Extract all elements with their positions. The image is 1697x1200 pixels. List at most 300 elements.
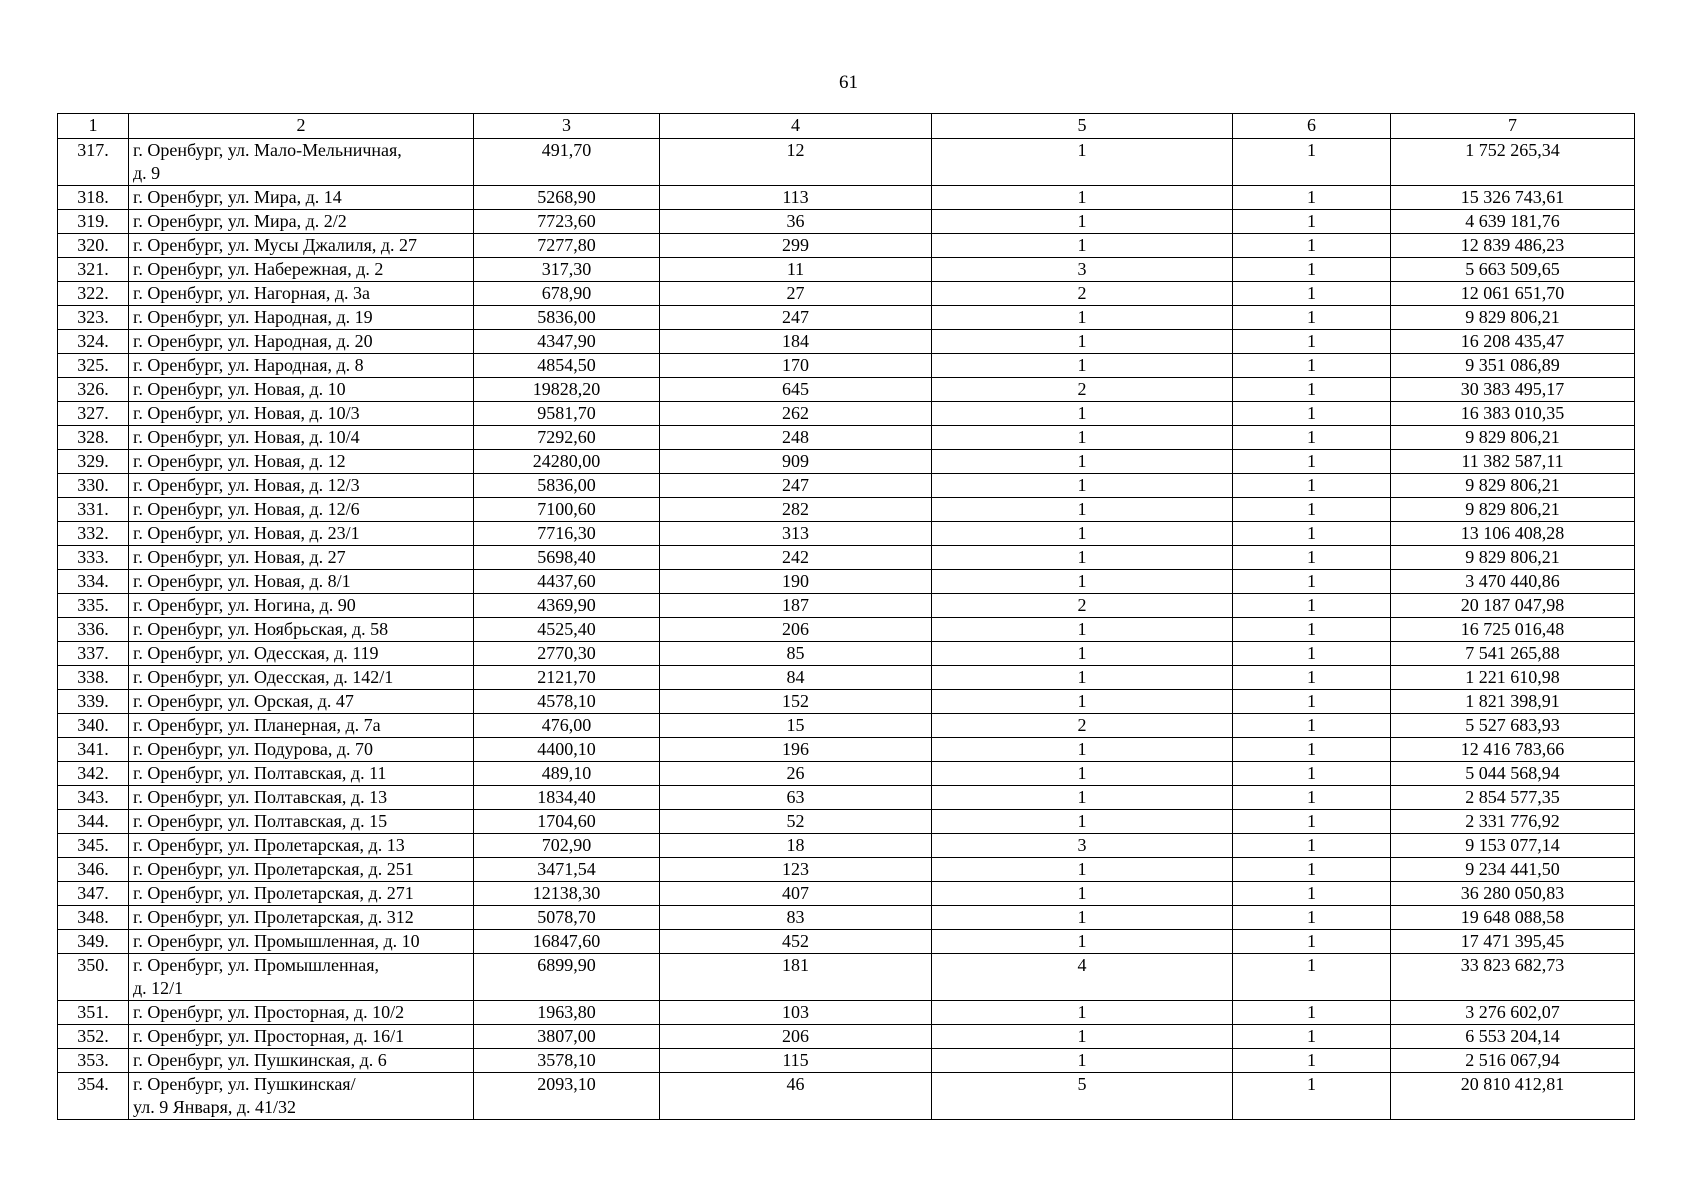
address-cell: г. Оренбург, ул. Народная, д. 19 (129, 306, 474, 330)
amount-cell: 1 821 398,91 (1391, 690, 1635, 714)
area-cell: 16847,60 (474, 930, 660, 954)
row-number-cell: 324. (58, 330, 129, 354)
table-row (58, 498, 1635, 522)
row-number-cell: 352. (58, 1025, 129, 1049)
amount-cell: 9 829 806,21 (1391, 474, 1635, 498)
value-6-cell: 1 (1233, 714, 1391, 738)
address-cell: г. Оренбург, ул. Новая, д. 23/1 (129, 522, 474, 546)
area-cell: 4854,50 (474, 354, 660, 378)
count-cell: 83 (660, 906, 932, 930)
count-cell: 84 (660, 666, 932, 690)
column-header: 5 (932, 114, 1233, 139)
row-number-cell: 327. (58, 402, 129, 426)
table-row (58, 234, 1635, 258)
table-row (58, 1073, 1635, 1120)
amount-cell: 17 471 395,45 (1391, 930, 1635, 954)
column-header: 3 (474, 114, 660, 139)
table-row (58, 402, 1635, 426)
value-5-cell: 1 (932, 618, 1233, 642)
amount-cell: 5 527 683,93 (1391, 714, 1635, 738)
table-header-row (58, 114, 1635, 139)
value-5-cell: 1 (932, 139, 1233, 186)
address-cell: г. Оренбург, ул. Народная, д. 8 (129, 354, 474, 378)
column-header: 1 (58, 114, 129, 139)
area-cell: 1963,80 (474, 1001, 660, 1025)
address-cell: г. Оренбург, ул. Нагорная, д. 3а (129, 282, 474, 306)
value-6-cell: 1 (1233, 139, 1391, 186)
area-cell: 1834,40 (474, 786, 660, 810)
value-5-cell: 1 (932, 858, 1233, 882)
value-6-cell: 1 (1233, 1073, 1391, 1120)
row-number-cell: 349. (58, 930, 129, 954)
count-cell: 26 (660, 762, 932, 786)
value-5-cell: 1 (932, 186, 1233, 210)
count-cell: 123 (660, 858, 932, 882)
area-cell: 2770,30 (474, 642, 660, 666)
value-5-cell: 1 (932, 402, 1233, 426)
count-cell: 248 (660, 426, 932, 450)
count-cell: 282 (660, 498, 932, 522)
address-cell: г. Оренбург, ул. Полтавская, д. 11 (129, 762, 474, 786)
value-6-cell: 1 (1233, 930, 1391, 954)
table-row (58, 474, 1635, 498)
amount-cell: 16 725 016,48 (1391, 618, 1635, 642)
area-cell: 4437,60 (474, 570, 660, 594)
page-number: 61 (839, 72, 858, 93)
table-row (58, 354, 1635, 378)
row-number-cell: 322. (58, 282, 129, 306)
table-row (58, 1025, 1635, 1049)
row-number-cell: 329. (58, 450, 129, 474)
value-6-cell: 1 (1233, 762, 1391, 786)
table-row (58, 378, 1635, 402)
value-6-cell: 1 (1233, 618, 1391, 642)
address-cell: г. Оренбург, ул. Народная, д. 20 (129, 330, 474, 354)
address-cell: г. Оренбург, ул. Пушкинская, д. 6 (129, 1049, 474, 1073)
area-cell: 9581,70 (474, 402, 660, 426)
row-number-cell: 354. (58, 1073, 129, 1120)
amount-cell: 9 829 806,21 (1391, 426, 1635, 450)
address-cell: г. Оренбург, ул. Новая, д. 12 (129, 450, 474, 474)
value-5-cell: 1 (932, 690, 1233, 714)
row-number-cell: 320. (58, 234, 129, 258)
table-row (58, 666, 1635, 690)
row-number-cell: 346. (58, 858, 129, 882)
row-number-cell: 326. (58, 378, 129, 402)
value-6-cell: 1 (1233, 258, 1391, 282)
area-cell: 24280,00 (474, 450, 660, 474)
row-number-cell: 328. (58, 426, 129, 450)
area-cell: 4400,10 (474, 738, 660, 762)
value-6-cell: 1 (1233, 306, 1391, 330)
count-cell: 196 (660, 738, 932, 762)
value-5-cell: 1 (932, 498, 1233, 522)
value-6-cell: 1 (1233, 858, 1391, 882)
address-cell: г. Оренбург, ул. Новая, д. 12/6 (129, 498, 474, 522)
count-cell: 206 (660, 618, 932, 642)
column-header: 7 (1391, 114, 1635, 139)
value-6-cell: 1 (1233, 906, 1391, 930)
row-number-cell: 336. (58, 618, 129, 642)
amount-cell: 4 639 181,76 (1391, 210, 1635, 234)
amount-cell: 16 208 435,47 (1391, 330, 1635, 354)
table-row (58, 690, 1635, 714)
table-row (58, 954, 1635, 1001)
row-number-cell: 321. (58, 258, 129, 282)
address-cell: г. Оренбург, ул. Мира, д. 2/2 (129, 210, 474, 234)
row-number-cell: 353. (58, 1049, 129, 1073)
row-number-cell: 319. (58, 210, 129, 234)
value-5-cell: 1 (932, 234, 1233, 258)
amount-cell: 2 854 577,35 (1391, 786, 1635, 810)
address-cell: г. Оренбург, ул. Новая, д. 10 (129, 378, 474, 402)
value-5-cell: 1 (932, 1049, 1233, 1073)
table-row (58, 834, 1635, 858)
row-number-cell: 317. (58, 139, 129, 186)
value-6-cell: 1 (1233, 642, 1391, 666)
table-row (58, 570, 1635, 594)
value-5-cell: 4 (932, 954, 1233, 1001)
value-5-cell: 2 (932, 282, 1233, 306)
amount-cell: 1 221 610,98 (1391, 666, 1635, 690)
amount-cell: 11 382 587,11 (1391, 450, 1635, 474)
area-cell: 2093,10 (474, 1073, 660, 1120)
address-cell: г. Оренбург, ул. Подурова, д. 70 (129, 738, 474, 762)
value-5-cell: 1 (932, 1001, 1233, 1025)
area-cell: 7716,30 (474, 522, 660, 546)
amount-cell: 20 810 412,81 (1391, 1073, 1635, 1120)
count-cell: 18 (660, 834, 932, 858)
value-5-cell: 5 (932, 1073, 1233, 1120)
area-cell: 7723,60 (474, 210, 660, 234)
value-6-cell: 1 (1233, 378, 1391, 402)
table-row (58, 906, 1635, 930)
address-cell: г. Оренбург, ул. Мало-Мельничная, д. 9 (129, 139, 474, 186)
amount-cell: 9 351 086,89 (1391, 354, 1635, 378)
amount-cell: 12 416 783,66 (1391, 738, 1635, 762)
area-cell: 4578,10 (474, 690, 660, 714)
value-6-cell: 1 (1233, 882, 1391, 906)
area-cell: 5268,90 (474, 186, 660, 210)
row-number-cell: 345. (58, 834, 129, 858)
amount-cell: 15 326 743,61 (1391, 186, 1635, 210)
amount-cell: 12 061 651,70 (1391, 282, 1635, 306)
value-5-cell: 1 (932, 354, 1233, 378)
count-cell: 36 (660, 210, 932, 234)
table-row (58, 450, 1635, 474)
count-cell: 46 (660, 1073, 932, 1120)
count-cell: 113 (660, 186, 932, 210)
table-row (58, 930, 1635, 954)
row-number-cell: 338. (58, 666, 129, 690)
amount-cell: 9 829 806,21 (1391, 306, 1635, 330)
value-5-cell: 1 (932, 546, 1233, 570)
count-cell: 152 (660, 690, 932, 714)
count-cell: 313 (660, 522, 932, 546)
address-cell: г. Оренбург, ул. Новая, д. 12/3 (129, 474, 474, 498)
area-cell: 678,90 (474, 282, 660, 306)
table-row (58, 282, 1635, 306)
table-row (58, 762, 1635, 786)
address-cell: г. Оренбург, ул. Полтавская, д. 15 (129, 810, 474, 834)
table-row (58, 618, 1635, 642)
row-number-cell: 340. (58, 714, 129, 738)
row-number-cell: 343. (58, 786, 129, 810)
amount-cell: 16 383 010,35 (1391, 402, 1635, 426)
table-row (58, 858, 1635, 882)
value-6-cell: 1 (1233, 1025, 1391, 1049)
value-5-cell: 1 (932, 906, 1233, 930)
value-5-cell: 1 (932, 786, 1233, 810)
row-number-cell: 318. (58, 186, 129, 210)
address-cell: г. Оренбург, ул. Мира, д. 14 (129, 186, 474, 210)
table-row (58, 210, 1635, 234)
area-cell: 3578,10 (474, 1049, 660, 1073)
table-row (58, 522, 1635, 546)
value-5-cell: 3 (932, 258, 1233, 282)
table-row (58, 810, 1635, 834)
value-6-cell: 1 (1233, 234, 1391, 258)
count-cell: 909 (660, 450, 932, 474)
row-number-cell: 350. (58, 954, 129, 1001)
value-5-cell: 1 (932, 330, 1233, 354)
amount-cell: 5 663 509,65 (1391, 258, 1635, 282)
area-cell: 489,10 (474, 762, 660, 786)
area-cell: 491,70 (474, 139, 660, 186)
table-row (58, 330, 1635, 354)
count-cell: 242 (660, 546, 932, 570)
row-number-cell: 323. (58, 306, 129, 330)
row-number-cell: 335. (58, 594, 129, 618)
address-cell: г. Оренбург, ул. Полтавская, д. 13 (129, 786, 474, 810)
address-cell: г. Оренбург, ул. Промышленная, д. 12/1 (129, 954, 474, 1001)
value-5-cell: 1 (932, 930, 1233, 954)
count-cell: 262 (660, 402, 932, 426)
address-cell: г. Оренбург, ул. Набережная, д. 2 (129, 258, 474, 282)
area-cell: 4525,40 (474, 618, 660, 642)
row-number-cell: 325. (58, 354, 129, 378)
count-cell: 187 (660, 594, 932, 618)
count-cell: 407 (660, 882, 932, 906)
value-6-cell: 1 (1233, 546, 1391, 570)
value-6-cell: 1 (1233, 282, 1391, 306)
value-6-cell: 1 (1233, 450, 1391, 474)
value-5-cell: 2 (932, 378, 1233, 402)
address-cell: г. Оренбург, ул. Новая, д. 27 (129, 546, 474, 570)
table-row (58, 882, 1635, 906)
table-row (58, 714, 1635, 738)
amount-cell: 3 276 602,07 (1391, 1001, 1635, 1025)
area-cell: 4369,90 (474, 594, 660, 618)
address-cell: г. Оренбург, ул. Просторная, д. 10/2 (129, 1001, 474, 1025)
address-cell: г. Оренбург, ул. Новая, д. 10/3 (129, 402, 474, 426)
table-row (58, 738, 1635, 762)
amount-cell: 3 470 440,86 (1391, 570, 1635, 594)
count-cell: 206 (660, 1025, 932, 1049)
value-5-cell: 1 (932, 210, 1233, 234)
address-cell: г. Оренбург, ул. Ноябрьская, д. 58 (129, 618, 474, 642)
area-cell: 3807,00 (474, 1025, 660, 1049)
column-header: 4 (660, 114, 932, 139)
address-cell: г. Оренбург, ул. Промышленная, д. 10 (129, 930, 474, 954)
row-number-cell: 331. (58, 498, 129, 522)
row-number-cell: 332. (58, 522, 129, 546)
area-cell: 7292,60 (474, 426, 660, 450)
area-cell: 5836,00 (474, 474, 660, 498)
registry-table (57, 113, 1635, 1120)
area-cell: 5698,40 (474, 546, 660, 570)
area-cell: 7100,60 (474, 498, 660, 522)
amount-cell: 9 829 806,21 (1391, 498, 1635, 522)
value-6-cell: 1 (1233, 834, 1391, 858)
value-5-cell: 1 (932, 882, 1233, 906)
count-cell: 452 (660, 930, 932, 954)
value-5-cell: 1 (932, 666, 1233, 690)
area-cell: 3471,54 (474, 858, 660, 882)
area-cell: 6899,90 (474, 954, 660, 1001)
count-cell: 247 (660, 306, 932, 330)
value-5-cell: 1 (932, 522, 1233, 546)
value-5-cell: 2 (932, 594, 1233, 618)
address-cell: г. Оренбург, ул. Одесская, д. 142/1 (129, 666, 474, 690)
count-cell: 181 (660, 954, 932, 1001)
area-cell: 4347,90 (474, 330, 660, 354)
address-cell: г. Оренбург, ул. Орская, д. 47 (129, 690, 474, 714)
amount-cell: 2 516 067,94 (1391, 1049, 1635, 1073)
amount-cell: 5 044 568,94 (1391, 762, 1635, 786)
value-6-cell: 1 (1233, 426, 1391, 450)
value-5-cell: 1 (932, 570, 1233, 594)
value-6-cell: 1 (1233, 810, 1391, 834)
value-5-cell: 3 (932, 834, 1233, 858)
value-5-cell: 1 (932, 426, 1233, 450)
count-cell: 115 (660, 1049, 932, 1073)
value-5-cell: 1 (932, 738, 1233, 762)
address-cell: г. Оренбург, ул. Пролетарская, д. 312 (129, 906, 474, 930)
row-number-cell: 351. (58, 1001, 129, 1025)
address-cell: г. Оренбург, ул. Пролетарская, д. 251 (129, 858, 474, 882)
amount-cell: 12 839 486,23 (1391, 234, 1635, 258)
amount-cell: 2 331 776,92 (1391, 810, 1635, 834)
row-number-cell: 347. (58, 882, 129, 906)
value-6-cell: 1 (1233, 330, 1391, 354)
amount-cell: 36 280 050,83 (1391, 882, 1635, 906)
row-number-cell: 348. (58, 906, 129, 930)
value-5-cell: 2 (932, 714, 1233, 738)
value-5-cell: 1 (932, 642, 1233, 666)
area-cell: 476,00 (474, 714, 660, 738)
address-cell: г. Оренбург, ул. Пролетарская, д. 13 (129, 834, 474, 858)
amount-cell: 30 383 495,17 (1391, 378, 1635, 402)
value-6-cell: 1 (1233, 570, 1391, 594)
value-6-cell: 1 (1233, 474, 1391, 498)
address-cell: г. Оренбург, ул. Пролетарская, д. 271 (129, 882, 474, 906)
table-row (58, 426, 1635, 450)
count-cell: 645 (660, 378, 932, 402)
value-6-cell: 1 (1233, 594, 1391, 618)
count-cell: 12 (660, 139, 932, 186)
count-cell: 170 (660, 354, 932, 378)
count-cell: 27 (660, 282, 932, 306)
value-6-cell: 1 (1233, 210, 1391, 234)
table-row (58, 1001, 1635, 1025)
value-5-cell: 1 (932, 306, 1233, 330)
value-6-cell: 1 (1233, 1049, 1391, 1073)
count-cell: 190 (660, 570, 932, 594)
value-6-cell: 1 (1233, 690, 1391, 714)
value-5-cell: 1 (932, 762, 1233, 786)
value-6-cell: 1 (1233, 354, 1391, 378)
count-cell: 184 (660, 330, 932, 354)
area-cell: 7277,80 (474, 234, 660, 258)
count-cell: 63 (660, 786, 932, 810)
area-cell: 1704,60 (474, 810, 660, 834)
area-cell: 12138,30 (474, 882, 660, 906)
count-cell: 52 (660, 810, 932, 834)
table-row (58, 642, 1635, 666)
row-number-cell: 344. (58, 810, 129, 834)
table-row (58, 546, 1635, 570)
table-row (58, 786, 1635, 810)
value-6-cell: 1 (1233, 954, 1391, 1001)
value-6-cell: 1 (1233, 498, 1391, 522)
amount-cell: 6 553 204,14 (1391, 1025, 1635, 1049)
amount-cell: 7 541 265,88 (1391, 642, 1635, 666)
count-cell: 299 (660, 234, 932, 258)
address-cell: г. Оренбург, ул. Мусы Джалиля, д. 27 (129, 234, 474, 258)
value-5-cell: 1 (932, 810, 1233, 834)
table-row (58, 139, 1635, 186)
address-cell: г. Оренбург, ул. Планерная, д. 7а (129, 714, 474, 738)
amount-cell: 9 153 077,14 (1391, 834, 1635, 858)
amount-cell: 20 187 047,98 (1391, 594, 1635, 618)
row-number-cell: 337. (58, 642, 129, 666)
amount-cell: 9 829 806,21 (1391, 546, 1635, 570)
row-number-cell: 334. (58, 570, 129, 594)
area-cell: 19828,20 (474, 378, 660, 402)
value-5-cell: 1 (932, 450, 1233, 474)
amount-cell: 9 234 441,50 (1391, 858, 1635, 882)
table-row (58, 594, 1635, 618)
count-cell: 85 (660, 642, 932, 666)
address-cell: г. Оренбург, ул. Новая, д. 10/4 (129, 426, 474, 450)
table-row (58, 258, 1635, 282)
address-cell: г. Оренбург, ул. Новая, д. 8/1 (129, 570, 474, 594)
count-cell: 15 (660, 714, 932, 738)
table-row (58, 306, 1635, 330)
count-cell: 247 (660, 474, 932, 498)
value-6-cell: 1 (1233, 186, 1391, 210)
row-number-cell: 330. (58, 474, 129, 498)
count-cell: 103 (660, 1001, 932, 1025)
area-cell: 702,90 (474, 834, 660, 858)
value-6-cell: 1 (1233, 522, 1391, 546)
row-number-cell: 333. (58, 546, 129, 570)
row-number-cell: 341. (58, 738, 129, 762)
column-header: 6 (1233, 114, 1391, 139)
value-6-cell: 1 (1233, 738, 1391, 762)
area-cell: 5836,00 (474, 306, 660, 330)
table-row (58, 1049, 1635, 1073)
row-number-cell: 339. (58, 690, 129, 714)
count-cell: 11 (660, 258, 932, 282)
column-header: 2 (129, 114, 474, 139)
area-cell: 5078,70 (474, 906, 660, 930)
area-cell: 317,30 (474, 258, 660, 282)
address-cell: г. Оренбург, ул. Пушкинская/ ул. 9 Января, д. 41/32 (129, 1073, 474, 1120)
table-row (58, 186, 1635, 210)
address-cell: г. Оренбург, ул. Ногина, д. 90 (129, 594, 474, 618)
